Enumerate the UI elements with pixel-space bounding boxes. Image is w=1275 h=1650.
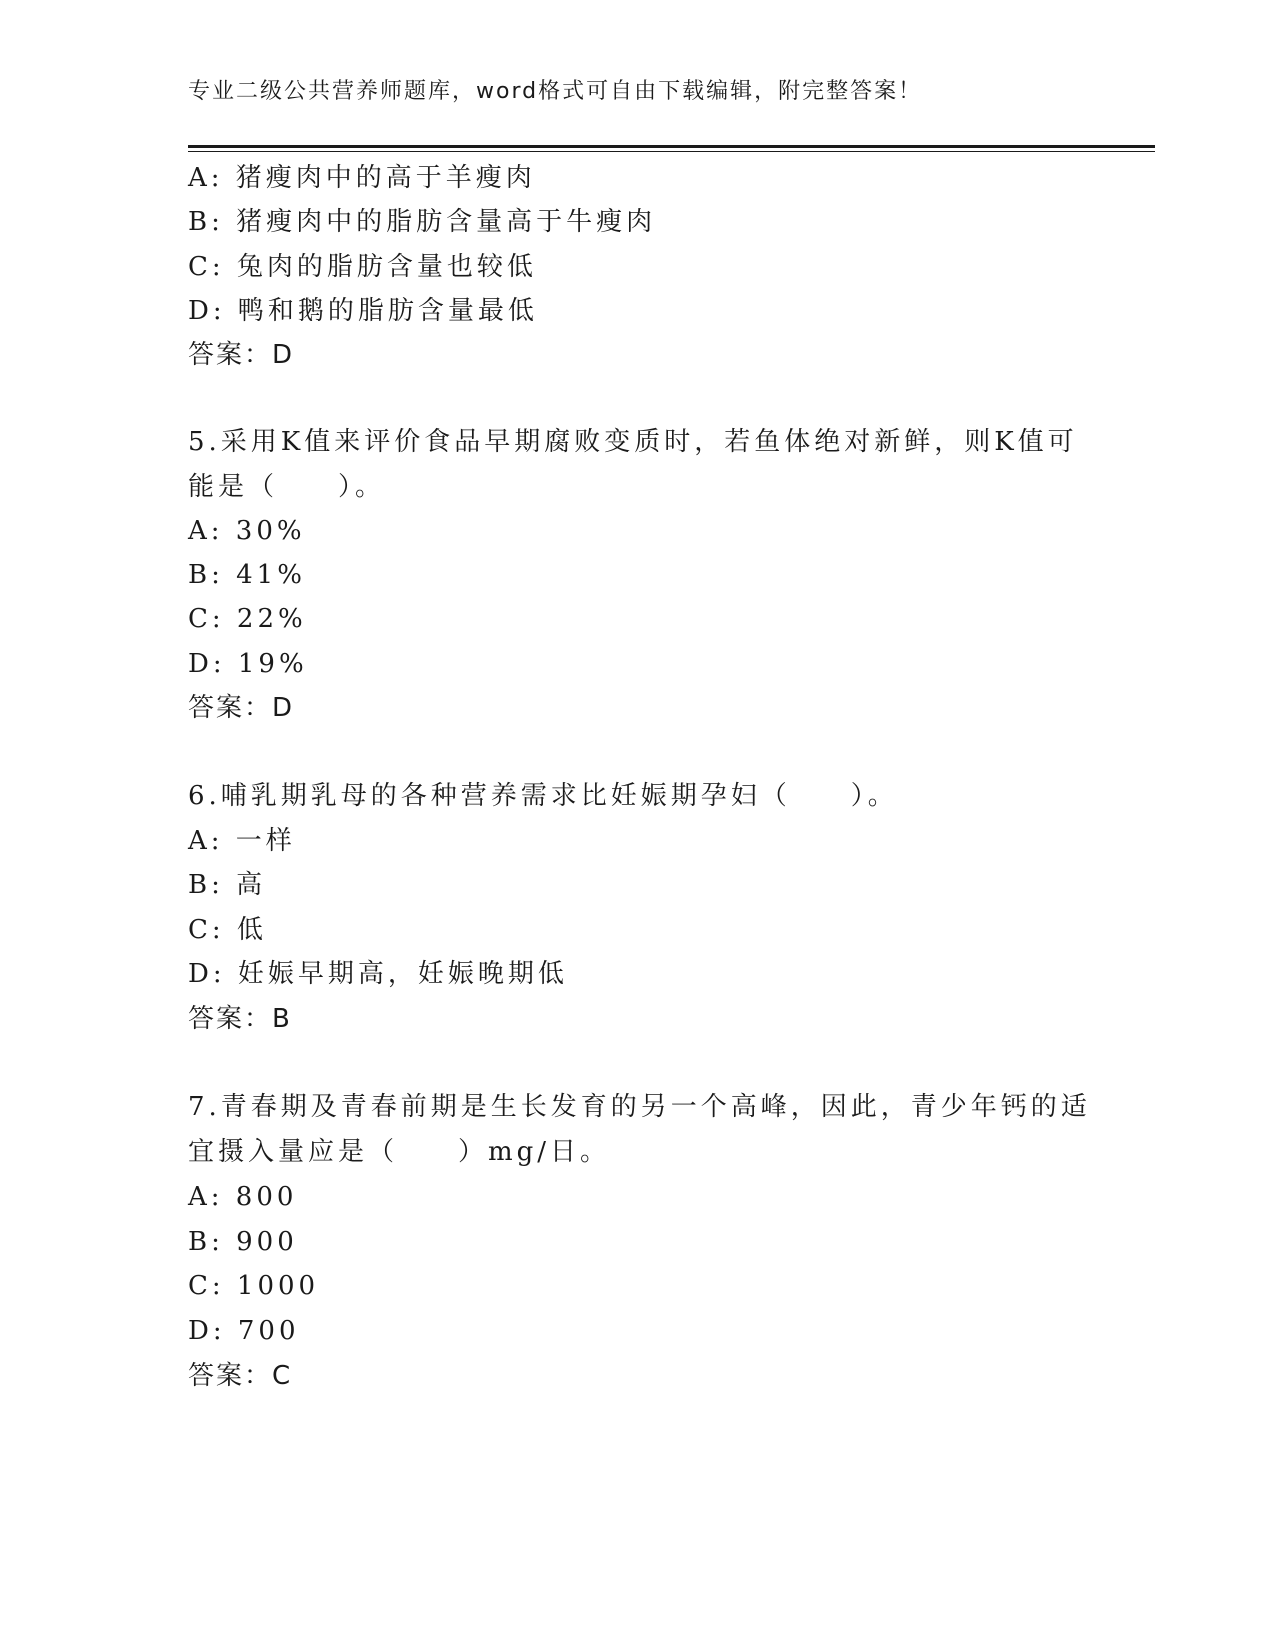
q6-option-a: A: 一样 — [188, 826, 296, 856]
q6-option-c: C: 低 — [188, 915, 267, 945]
q5-answer: 答案：D — [188, 693, 295, 723]
q7-option-a: A: 800 — [188, 1182, 298, 1212]
q6-option-d: D: 妊娠早期高，妊娠晚期低 — [188, 959, 568, 989]
q7-stem-line1: 7.青春期及青春前期是生长发育的另一个高峰，因此，青少年钙的适 — [188, 1092, 1091, 1122]
q5-option-a: A: 30% — [188, 516, 306, 546]
q5-stem-line1: 5.采用K值来评价食品早期腐败变质时，若鱼体绝对新鲜，则K值可 — [188, 427, 1078, 457]
q7-option-b: B: 900 — [188, 1227, 298, 1257]
q6-option-b: B: 高 — [188, 870, 267, 900]
q6-answer: 答案：B — [188, 1004, 292, 1034]
q7-answer: 答案：C — [188, 1361, 293, 1391]
q4-option-a: A: 猪瘦肉中的高于羊瘦肉 — [188, 163, 536, 193]
q7-option-c: C: 1000 — [188, 1271, 320, 1301]
q5-option-d: D: 19% — [188, 649, 308, 679]
q5-stem-line2: 能是（ ）。 — [188, 472, 386, 502]
document-header: 专业二级公共营养师题库，word格式可自由下载编辑，附完整答案！ — [188, 79, 923, 104]
q5-option-c: C: 22% — [188, 604, 307, 634]
header-rule-thin — [188, 151, 1155, 152]
q4-answer: 答案：D — [188, 340, 295, 370]
q5-option-b: B: 41% — [188, 560, 306, 590]
q4-option-c: C: 兔肉的脂肪含量也较低 — [188, 252, 537, 282]
header-rule-thick — [188, 145, 1155, 148]
q7-stem-line2: 宜摄入量应是（ ）mg/日。 — [188, 1137, 611, 1167]
q6-stem-line1: 6.哺乳期乳母的各种营养需求比妊娠期孕妇（ ）。 — [188, 781, 898, 811]
q7-option-d: D: 700 — [188, 1316, 300, 1346]
q4-option-b: B: 猪瘦肉中的脂肪含量高于牛瘦肉 — [188, 207, 657, 237]
q4-option-d: D: 鸭和鹅的脂肪含量最低 — [188, 296, 538, 326]
